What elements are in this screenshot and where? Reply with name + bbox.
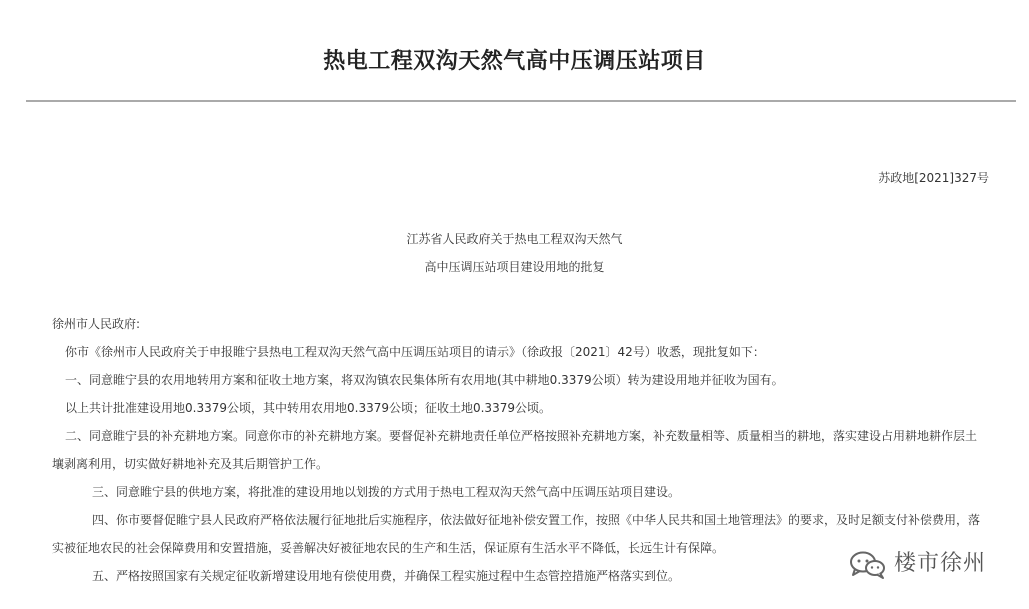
wechat-icon [848,550,888,580]
paragraph-intro: 你市《徐州市人民政府关于申报睢宁县热电工程双沟天然气高中压调压站项目的请示》（徐政报〔2021〕42号）收悉，现批复如下： [65,345,765,359]
paragraph-total: 以上共计批准建设用地0.3379公顷，其中转用农用地0.3379公顷；征收土地0.3379公顷。 [65,401,551,415]
paragraph-item-1: 一、同意睢宁县的农用地转用方案和征收土地方案，将双沟镇农民集体所有农用地(其中耕地0.3379公顷）转为建设用地并征收为国有。 [65,373,784,387]
paragraph-item-3: 三、同意睢宁县的供地方案，将批准的建设用地以划拨的方式用于热电工程双沟天然气高中压调压站项目建设。 [92,485,681,499]
paragraph-item-2-continued: 壤剥离利用，切实做好耕地补充及其后期管护工作。 [52,457,329,471]
salutation: 徐州市人民政府: [52,317,141,331]
document-number: 苏政地[2021]327号 [878,171,989,185]
document-subtitle-line-2: 高中压调压站项目建设用地的批复 [424,260,605,274]
watermark-text: 楼市徐州 [894,551,987,576]
paragraph-item-4-continued: 实被征地农民的社会保障费用和安置措施，妥善解决好被征地农民的生产和生活，保证原有生活水平不降低，长远生计有保障。 [52,541,725,555]
paragraph-item-5: 五、严格按照国家有关规定征收新增建设用地有偿使用费，并确保工程实施过程中生态管控措施严格落实到位。 [92,569,681,583]
title-divider [26,100,1016,102]
paragraph-item-2: 二、同意睢宁县的补充耕地方案。同意你市的补充耕地方案。要督促补充耕地责任单位严格按照补充耕地方案，补充数量相等、质量相当的耕地，落实建设占用耕地耕作层土 [65,429,978,443]
document-subtitle-line-1: 江苏省人民政府关于热电工程双沟天然气 [406,232,623,246]
watermark [848,548,998,582]
paragraph-item-4: 四、你市要督促睢宁县人民政府严格依法履行征地批后实施程序，依法做好征地补偿安置工作，按照《中华人民共和国土地管理法》的要求，及时足额支付补偿费用，落 [92,513,981,527]
document-title: 热电工程双沟天然气高中压调压站项目 [323,49,706,74]
